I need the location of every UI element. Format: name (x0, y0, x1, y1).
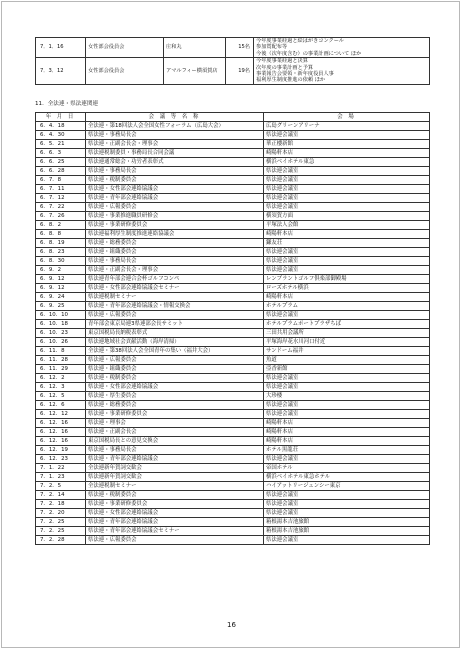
row-venue: サンドーム福井 (264, 347, 430, 356)
top-row-place: 庄和丸 (164, 38, 226, 58)
row-venue: 崎陽軒本店 (264, 149, 430, 158)
row-meeting: 県法連・総務委員会 (86, 239, 264, 248)
row-venue: 県法連会議室 (264, 374, 430, 383)
row-meeting: 県法連・広報委員会 (86, 536, 264, 545)
top-row-notes (254, 58, 430, 85)
table-row (36, 239, 430, 248)
note-line: 参加賞配布等 (256, 44, 288, 51)
row-venue: 崎陽軒本店 (264, 293, 430, 302)
row-venue: 県法連会議室 (264, 491, 430, 500)
note-line: 今年度事業経過と絵はがきコンクール (256, 38, 344, 44)
row-meeting: 県法連税制委員・事務局長合同会議 (86, 149, 264, 158)
table-row (36, 365, 430, 374)
row-venue: 帝国ホテル (264, 464, 430, 473)
row-date: 7．2．25 (36, 527, 86, 536)
row-date: 6．9．2 (36, 266, 86, 275)
row-meeting: 県法連・正副会長会 (86, 428, 264, 437)
table-row (36, 158, 430, 167)
row-venue: ホテル黒龍荘 (264, 446, 430, 455)
row-meeting: 県法連・青年部会連絡協議会 (86, 518, 264, 527)
row-date: 6．9．12 (36, 275, 86, 284)
row-meeting: 県法連・青年部会連絡協議会 (86, 194, 264, 203)
row-venue: 県法連会議室 (264, 383, 430, 392)
top-row-date: 7．1．16 (36, 38, 86, 58)
row-meeting: 全法連・第18回法人会全国女性フォーラム（広島大会） (86, 122, 264, 131)
table-row (36, 491, 430, 500)
row-date: 6．12．3 (36, 383, 86, 392)
table-row (36, 122, 430, 131)
table-row (36, 464, 430, 473)
row-venue: 県法連会議室 (264, 167, 430, 176)
row-venue: 横浜ベイホテル東急 (264, 158, 430, 167)
note-line: 次年度の事業計画と予算 (256, 64, 314, 71)
row-date: 7．2．20 (36, 509, 86, 518)
row-venue: 平塚海岸花水川河口付近 (264, 338, 430, 347)
row-meeting: 県法連・税制委員会 (86, 374, 264, 383)
row-venue: 箱根湯本吉池旅館 (264, 527, 430, 536)
row-date: 6．6．28 (36, 167, 86, 176)
table-row (36, 194, 430, 203)
row-date: 6．9．12 (36, 284, 86, 293)
top-row-notes (254, 38, 430, 58)
row-venue: 県法連会議室 (264, 194, 430, 203)
row-meeting: 県法連・女性部会連絡協議会セミナー (86, 284, 264, 293)
row-venue: 県法連会議室 (264, 401, 430, 410)
meetings-table (35, 112, 430, 545)
row-venue: 広島グリーンアリーナ (264, 122, 430, 131)
row-date: 6．7．8 (36, 176, 86, 185)
row-meeting: 県法連・事業研修委員会 (86, 410, 264, 419)
note-line: 今後（次年度含む）の事業計画について ほか (256, 50, 362, 57)
table-row (36, 509, 430, 518)
row-venue: 崎陽軒本店 (264, 419, 430, 428)
row-meeting: 県法連・広報委員会 (86, 203, 264, 212)
row-venue: 県法連会議室 (264, 248, 430, 257)
table-row (36, 527, 430, 536)
table-row (36, 392, 430, 401)
row-date: 6．8．2 (36, 221, 86, 230)
table-row (36, 203, 430, 212)
table-row (36, 410, 430, 419)
row-venue: ローズホテル横浜 (264, 284, 430, 293)
table-row (36, 293, 430, 302)
row-date: 6．11．29 (36, 365, 86, 374)
row-venue: 箱根湯本吉池旅館 (264, 518, 430, 527)
row-meeting: 全法連新年賀詞交歓会 (86, 464, 264, 473)
row-venue: 県法連会議室 (264, 131, 430, 140)
table-row (36, 266, 430, 275)
table-row (36, 473, 430, 482)
row-date: 6．8．19 (36, 239, 86, 248)
row-venue: 亞香新館 (264, 365, 430, 374)
row-venue: 県法連会議室 (264, 176, 430, 185)
row-meeting: 県法連・事業推進職員研修会 (86, 212, 264, 221)
table-row (36, 257, 430, 266)
row-meeting: 県法連・広報委員会 (86, 311, 264, 320)
row-meeting: 全法連税制セミナー (86, 482, 264, 491)
top-row-meeting: 女性部会役員会 (86, 58, 164, 85)
row-date: 6．10．18 (36, 320, 86, 329)
row-date: 6．7．11 (36, 185, 86, 194)
row-date: 6．10．10 (36, 311, 86, 320)
row-meeting: 県法連・青年部会連絡協議会セミナー (86, 527, 264, 536)
row-meeting: 県法連・厚生委員会 (86, 392, 264, 401)
table-row (36, 338, 430, 347)
row-meeting: 県法連税制セミナー (86, 293, 264, 302)
header-date: 年 月 日 (36, 113, 86, 122)
row-venue: 県法連会議室 (264, 311, 430, 320)
top-row-date: 7．3．12 (36, 58, 86, 85)
row-date: 7．2．28 (36, 536, 86, 545)
top-table-row (36, 58, 430, 85)
row-venue: 崎陽軒本店 (264, 428, 430, 437)
top-table-row (36, 38, 430, 58)
table-row (36, 167, 430, 176)
row-date: 6．8．30 (36, 257, 86, 266)
row-venue: 県法連会議室 (264, 500, 430, 509)
row-meeting: 東京国税局長納税表彰式 (86, 329, 264, 338)
row-meeting: 県法連地域社会貢献活動（海岸清掃） (86, 338, 264, 347)
row-date: 6．6．3 (36, 149, 86, 158)
row-date: 6．12．16 (36, 428, 86, 437)
row-meeting: 県法連・組織委員会 (86, 248, 264, 257)
row-meeting: 県法連・女性部会連絡協議会 (86, 185, 264, 194)
table-row (36, 446, 430, 455)
table-row (36, 329, 430, 338)
row-meeting: 県法連・事務局長会 (86, 131, 264, 140)
table-row (36, 401, 430, 410)
row-meeting: 全法連・第38回法人会全国青年の集い（福井大会） (86, 347, 264, 356)
table-row (36, 455, 430, 464)
row-date: 6．12．16 (36, 437, 86, 446)
row-meeting: 青年部会東京局連3県連部会長サミット (86, 320, 264, 329)
row-venue: 県法連会議室 (264, 536, 430, 545)
row-venue: 華正樓新館 (264, 140, 430, 149)
row-venue: 県法連会議室 (264, 509, 430, 518)
row-meeting: 県法連・組織委員会 (86, 365, 264, 374)
row-date: 6．10．23 (36, 329, 86, 338)
row-venue: 横須賀方面 (264, 212, 430, 221)
row-date: 6．6．25 (36, 158, 86, 167)
row-meeting: 県法連・事業研修委員会 (86, 221, 264, 230)
row-venue: ホテルプラムポートプラザちば (264, 320, 430, 329)
row-date: 6．12．16 (36, 419, 86, 428)
row-date: 7．1．22 (36, 464, 86, 473)
row-date: 7．2．25 (36, 518, 86, 527)
section-title: 11．全法連・県法連関連 (35, 101, 99, 107)
row-meeting: 県法連福利厚生制度推進連絡協議会 (86, 230, 264, 239)
table-row (36, 428, 430, 437)
row-meeting: 県法連・事務局長会 (86, 167, 264, 176)
top-row-meeting: 女性部会役員会 (86, 38, 164, 58)
row-meeting: 県法連・総務委員会 (86, 401, 264, 410)
note-line: 今年度事業経過と決算 (256, 58, 308, 65)
row-date: 6．12．23 (36, 455, 86, 464)
row-meeting: 県法連・正副会長会・理事会 (86, 140, 264, 149)
row-date: 6．10．26 (36, 338, 86, 347)
top-meetings-table (35, 37, 430, 85)
row-meeting: 県法連・事務局長会 (86, 257, 264, 266)
row-date: 6．11．8 (36, 347, 86, 356)
table-row (36, 149, 430, 158)
table-row (36, 176, 430, 185)
header-meeting: 会 議 等 名 称 (86, 113, 264, 122)
table-row (36, 275, 430, 284)
table-row (36, 221, 430, 230)
row-date: 7．2．5 (36, 482, 86, 491)
table-row (36, 437, 430, 446)
row-date: 6．12．12 (36, 410, 86, 419)
row-venue: 三田共用会議所 (264, 329, 430, 338)
table-row (36, 482, 430, 491)
row-meeting: 県法連・広報委員会 (86, 356, 264, 365)
row-venue: 県法連会議室 (264, 203, 430, 212)
top-row-count: 15名 (226, 38, 254, 58)
table-row (36, 284, 430, 293)
table-header-row (36, 113, 430, 122)
table-row (36, 212, 430, 221)
table-row (36, 185, 430, 194)
table-row (36, 536, 430, 545)
row-date: 7．2．14 (36, 491, 86, 500)
row-venue: 県法連会議室 (264, 185, 430, 194)
table-row (36, 383, 430, 392)
row-meeting: 県法連・税制委員会 (86, 491, 264, 500)
row-venue: 崎陽軒本店 (264, 230, 430, 239)
row-date: 6．9．25 (36, 302, 86, 311)
table-row (36, 131, 430, 140)
row-venue: 大珍楼 (264, 392, 430, 401)
row-date: 6．4．18 (36, 122, 86, 131)
row-date: 6．12．6 (36, 401, 86, 410)
row-date: 7．1．23 (36, 473, 86, 482)
row-date: 6．11．28 (36, 356, 86, 365)
table-row (36, 320, 430, 329)
table-row (36, 356, 430, 365)
row-date: 6．7．22 (36, 203, 86, 212)
row-date: 6．7．12 (36, 194, 86, 203)
row-venue: 鎌友荘 (264, 239, 430, 248)
row-meeting: 県法連・女性部会連絡協議会 (86, 509, 264, 518)
note-line: 事業報告会要領・新年度役員人事 (256, 71, 334, 78)
table-row (36, 248, 430, 257)
row-venue: 魚道 (264, 356, 430, 365)
row-venue: ハイアットリージェンシー東京 (264, 482, 430, 491)
row-venue: 県法連会議室 (264, 257, 430, 266)
row-meeting: 県法連・正副会長会・理事会 (86, 266, 264, 275)
row-venue: 崎陽軒本店 (264, 437, 430, 446)
row-date: 6．8．23 (36, 248, 86, 257)
row-meeting: 県法連・女性部会連絡協議会 (86, 383, 264, 392)
table-row (36, 311, 430, 320)
top-row-count: 19名 (226, 58, 254, 85)
row-venue: ホテルプラム (264, 302, 430, 311)
table-row (36, 374, 430, 383)
row-date: 6．5．21 (36, 140, 86, 149)
row-meeting: 県法連・青年部会連絡協議会 (86, 455, 264, 464)
page-number: 16 (227, 621, 236, 629)
row-venue: 県法連会議室 (264, 410, 430, 419)
top-row-place: アマルフィー横須賀店 (164, 58, 226, 85)
row-date: 6．12．2 (36, 374, 86, 383)
row-meeting: 県法連・理事会 (86, 419, 264, 428)
header-venue: 会 場 (264, 113, 430, 122)
row-meeting: 県法連通常総会・功労者表彰式 (86, 158, 264, 167)
row-venue: 平塚法人会館 (264, 221, 430, 230)
row-meeting: 県法連・事業研修委員会 (86, 500, 264, 509)
table-row (36, 500, 430, 509)
table-row (36, 230, 430, 239)
row-venue: 県法連会議室 (264, 266, 430, 275)
row-date: 6．12．5 (36, 392, 86, 401)
table-row (36, 419, 430, 428)
row-meeting: 県法連・青年部会連絡協議会・情報交換会 (86, 302, 264, 311)
row-meeting: 県法連・事務局長会 (86, 446, 264, 455)
row-date: 6．4．30 (36, 131, 86, 140)
row-date: 7．2．18 (36, 500, 86, 509)
row-date: 6．12．19 (36, 446, 86, 455)
row-date: 6．9．24 (36, 293, 86, 302)
row-date: 6．8．8 (36, 230, 86, 239)
row-venue: レンブラントゴルフ倶楽部御殿場 (264, 275, 430, 284)
row-venue: 横浜ベイホテル東急ホテル (264, 473, 430, 482)
table-row (36, 347, 430, 356)
table-row (36, 518, 430, 527)
row-date: 6．7．26 (36, 212, 86, 221)
row-meeting: 県法連青年部会連合会杯ゴルフコンペ (86, 275, 264, 284)
row-meeting: 県法連新年賀詞交歓会 (86, 473, 264, 482)
row-meeting: 東京国税局長との意見交換会 (86, 437, 264, 446)
row-meeting: 県法連・税制委員会 (86, 176, 264, 185)
note-line: 福利厚生制度推進の依頼 ほか (256, 77, 326, 84)
table-row (36, 140, 430, 149)
table-row (36, 302, 430, 311)
row-venue: 県法連会議室 (264, 455, 430, 464)
